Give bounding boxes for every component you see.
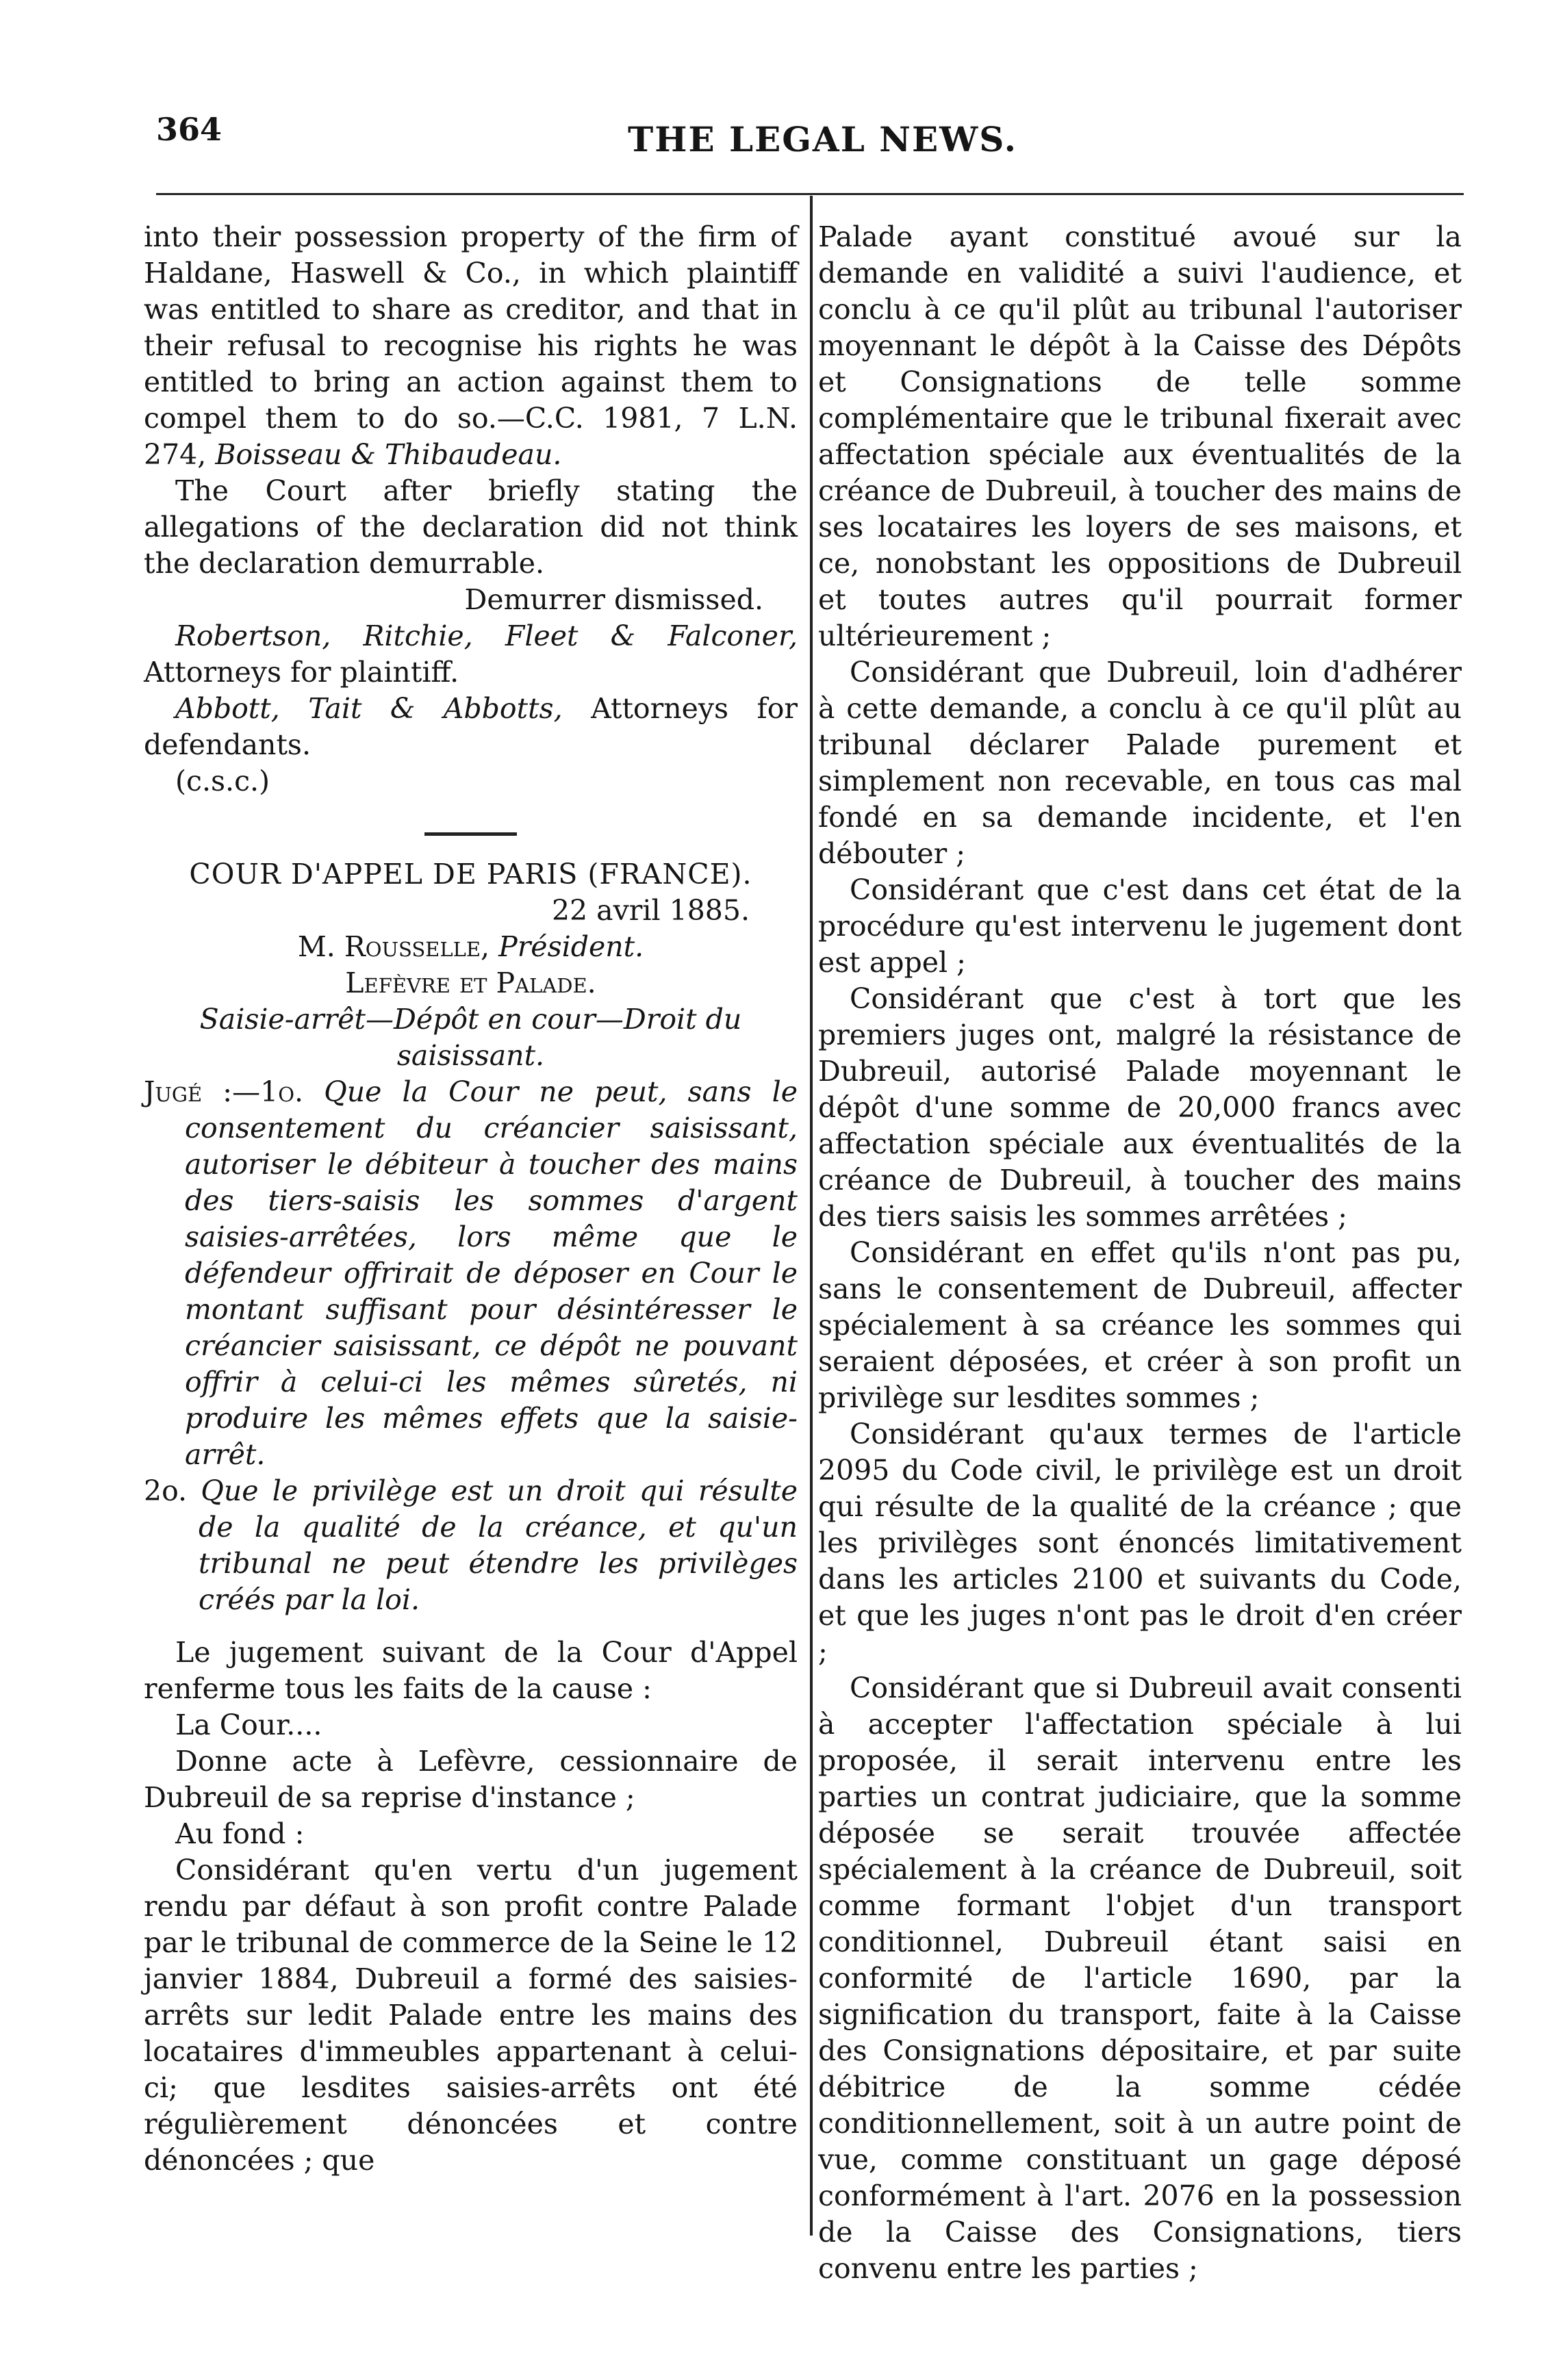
decision-date: 22 avril 1885. bbox=[551, 894, 750, 927]
paragraph: Considérant qu'en vertu d'un jugement rendu par défaut à son profit contre Palade par le tribunal de commerce de la Seine le 12 janvier 1884, Dubreuil a formé des saisies-arrêts sur ledit Palade entre les mains des locataires d'immeubles appartenant à celui-ci; que lesdites saisies-arrêts ont été régulièrement dénoncées et contre dénoncées ; que bbox=[144, 1854, 798, 2177]
paragraph: Palade ayant constitué avoué sur la demande en validité a suivi l'audience, et conclu à ce qu'il plût au tribunal l'autoriser moyennant le dépôt à la Caisse des Dépôts et Consignations de telle somme complémentaire que le tribunal fixerait avec affectation spéciale aux éventualités de la créance de Dubreuil, à toucher des mains de ses locataires les loyers de ses maisons, et ce, nonobstant les oppositions de Dubreuil et toutes autres qu'il pourrait former ultérieurement ; bbox=[818, 220, 1462, 652]
paragraph: La Cour.... bbox=[175, 1709, 322, 1741]
paragraph: Considérant que c'est dans cet état de la procédure qu'est intervenu le jugement dont est appel ; bbox=[818, 873, 1462, 979]
running-title: THE LEGAL NEWS. bbox=[628, 119, 1017, 159]
holding-1 bbox=[144, 1074, 798, 1473]
column-divider bbox=[810, 196, 813, 2236]
counsel-names: Abbott, Tait & Abbotts, bbox=[175, 692, 563, 725]
case-parties: Lefèvre et Palade. bbox=[345, 967, 596, 999]
paragraph: The Court after briefly stating the allegations of the declaration did not think the declaration demurrable. bbox=[144, 474, 798, 580]
case-citation: Boisseau & Thibaudeau. bbox=[215, 438, 562, 471]
holding-label: 2o. bbox=[144, 1474, 188, 1507]
president-name: M. Rousselle, bbox=[297, 930, 490, 963]
judgment-result: Demurrer dismissed. bbox=[464, 583, 763, 616]
presiding-judge bbox=[144, 929, 798, 965]
paragraph: Considérant qu'aux termes de l'article 2095 du Code civil, le privilège est un droit qui résulte de la qualité de la créance ; que les privilèges sont énoncés limitativement dans les articles 2100 et suivants du Code, et que les juges n'ont pas le droit d'en créer ; bbox=[818, 1418, 1462, 1668]
paragraph bbox=[144, 219, 798, 473]
holding-text: Que le privilège est un droit qui résulte de la qualité de la créance, et qu'un tribunal ne peut étendre les privilèges créés par la loi. bbox=[199, 1474, 798, 1616]
paragraph: Considérant que c'est à tort que les premiers juges ont, malgré la résistance de Dubreuil, autorisé Palade moyennant le dépôt d'une somme de 20,000 francs avec affectation spéciale aux éventualités de la créance de Dubreuil, à toucher des mains des tiers saisis les sommes arrêtées ; bbox=[818, 982, 1462, 1233]
right-column bbox=[818, 219, 1462, 2287]
counsel-plaintiff bbox=[144, 618, 798, 691]
spacer bbox=[144, 1618, 798, 1635]
president-title: Président. bbox=[498, 930, 644, 963]
paragraph: Considérant que si Dubreuil avait consenti à accepter l'affectation spéciale à lui proposée, il serait intervenu entre les parties un contrat judiciaire, que la somme déposée se serait trouvée affectée spécialement à la créance de Dubreuil, soit comme formant l'objet d'un transport conditionnel, Dubreuil étant saisi en conformité de l'article 1690, par la signification du transport, faite à la Caisse des Consignations dépositaire, et par suite débitrice de la somme cédée conditionnellement, soit à un autre point de vue, comme constituant un gage déposé conformément à l'art. 2076 en la possession de la Caisse des Consignations, tiers convenu entre les parties ; bbox=[818, 1672, 1462, 2285]
page-number: 364 bbox=[156, 111, 223, 148]
holding-2 bbox=[144, 1473, 798, 1618]
counsel-defendants bbox=[144, 691, 798, 763]
paragraph: Donne acte à Lefèvre, cessionnaire de Dubreuil de sa reprise d'instance ; bbox=[144, 1745, 798, 1814]
court-title: COUR D'APPEL DE PARIS (FRANCE). bbox=[189, 858, 752, 891]
paragraph: Considérant en effet qu'ils n'ont pas pu, sans le consentement de Dubreuil, affecter spécialement à sa créance les sommes qui seraient déposées, et créer à son profit un privilège sur lesdites sommes ; bbox=[818, 1236, 1462, 1414]
counsel-names: Robertson, Ritchie, Fleet & Falconer, bbox=[175, 619, 798, 652]
reporter-initials: (c.s.c.) bbox=[175, 765, 270, 797]
paragraph: Au fond : bbox=[175, 1817, 305, 1850]
left-column bbox=[144, 219, 798, 2179]
case-subject: Saisie-arrêt—Dépôt en cour—Droit du saisissant. bbox=[199, 1003, 742, 1072]
holding-text: Que la Cour ne peut, sans le consentement du créancier saisissant, autoriser le débiteur à toucher des mains des tiers-saisis les sommes d'argent saisies-arrêtées, lors même que le défendeur offrirait de déposer en Cour le montant suffisant pour désintéresser le créancier saisissant, ce dépôt ne pouvant offrir à celui-ci les mêmes sûretés, ni produire les mêmes effets que la saisie-arrêt. bbox=[185, 1075, 798, 1471]
counsel-role: Attorneys for defendants. bbox=[144, 692, 798, 761]
paragraph-text: into their possession property of the firm of Haldane, Haswell & Co., in which plaintiff was entitled to share as creditor, and that in their refusal to recognise his rights he was entitled to bring an action against them to compel them to do so.—C.C. 1981, 7 L.N. 274, bbox=[144, 220, 798, 471]
counsel-role: Attorneys for plaintiff. bbox=[144, 656, 459, 689]
paragraph: Le jugement suivant de la Cour d'Appel renferme tous les faits de la cause : bbox=[144, 1636, 798, 1705]
section-separator bbox=[424, 832, 517, 836]
header-rule bbox=[156, 193, 1464, 195]
holding-label: Jugé :—1o. bbox=[144, 1075, 304, 1108]
paragraph: Considérant que Dubreuil, loin d'adhérer à cette demande, a conclu à ce qu'il plût au tribunal déclarer Palade purement et simplement non recevable, en tous cas mal fondé en sa demande incidente, et l'en débouter ; bbox=[818, 656, 1462, 870]
